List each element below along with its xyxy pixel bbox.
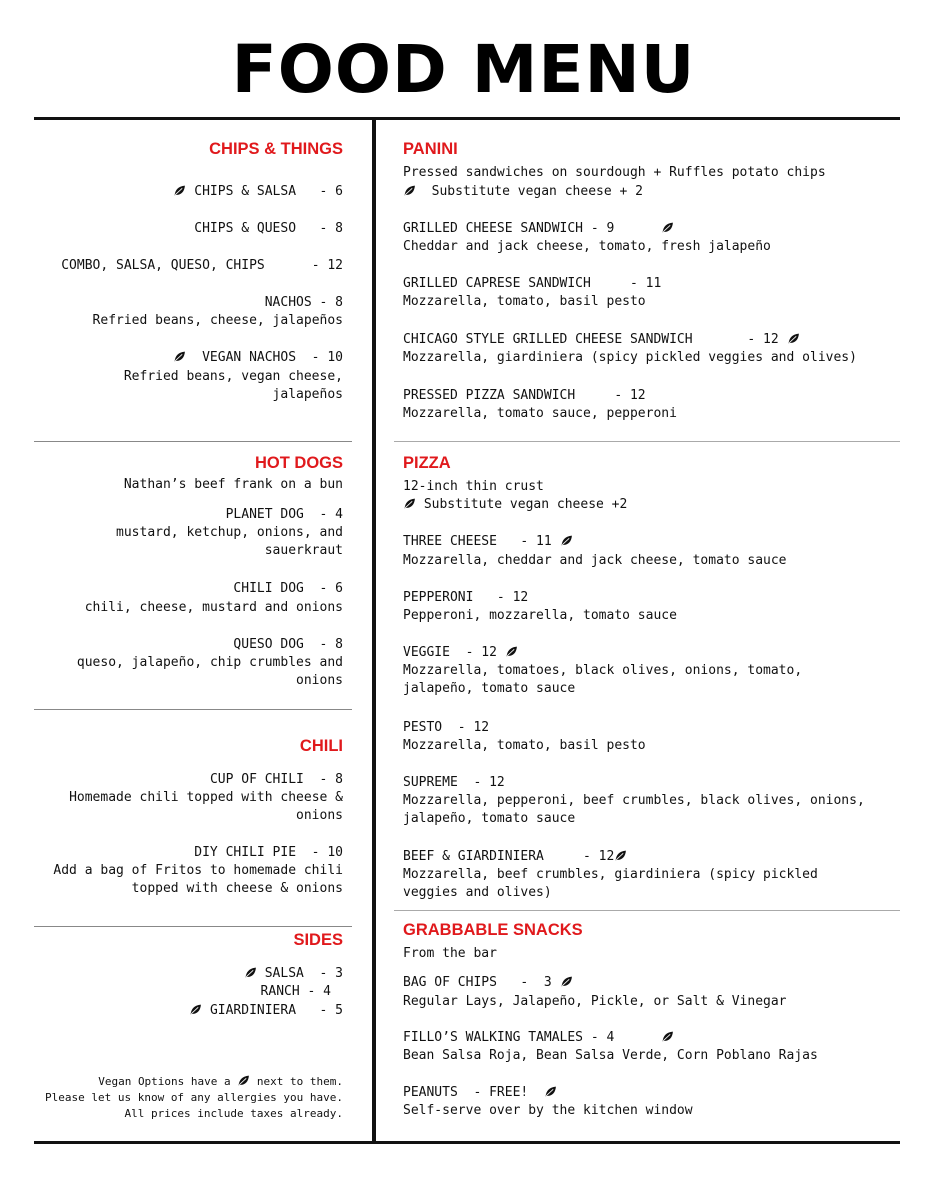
menu-item-combo: COMBO, SALSA, QUESO, CHIPS - 12	[61, 258, 343, 273]
menu-item-desc: Cheddar and jack cheese, tomato, fresh jalapeño	[403, 239, 771, 254]
menu-item-nachos: NACHOS - 8	[264, 295, 343, 310]
leaf-icon	[661, 221, 674, 234]
menu-item-chicago: CHICAGO STYLE GRILLED CHEESE SANDWICH - 12	[403, 331, 800, 350]
menu-item-desc: sauerkraut	[264, 543, 343, 558]
menu-item-tamales: FILLO’S WALKING TAMALES - 4	[403, 1029, 674, 1048]
section-heading-panini: PANINI	[403, 140, 458, 158]
section-heading-sides: SIDES	[293, 931, 343, 949]
menu-item-desc: Self-serve over by the kitchen window	[403, 1103, 693, 1118]
menu-item-desc: Homemade chili topped with cheese &	[69, 790, 343, 805]
menu-item-peanuts: PEANUTS - FREE!	[403, 1084, 557, 1103]
menu-item-desc: mustard, ketchup, onions, and	[116, 525, 343, 540]
top-divider	[34, 117, 900, 120]
section-divider	[394, 441, 900, 442]
menu-item-desc: topped with cheese & onions	[131, 881, 343, 896]
menu-item-desc: Mozzarella, tomato, basil pesto	[403, 294, 646, 309]
section-intro: 12-inch thin crust	[403, 479, 544, 494]
leaf-icon	[544, 1085, 557, 1098]
menu-item-beef-giardiniera: BEEF & GIARDINIERA - 12	[403, 848, 627, 867]
menu-item-pizza-sandwich: PRESSED PIZZA SANDWICH - 12	[403, 388, 646, 403]
leaf-icon	[237, 1074, 250, 1087]
menu-item-chili-pie: DIY CHILI PIE - 10	[194, 845, 343, 860]
section-divider	[34, 709, 352, 710]
menu-item-desc: Mozzarella, cheddar and jack cheese, tomato sauce	[403, 553, 787, 568]
menu-item-caprese: GRILLED CAPRESE SANDWICH - 11	[403, 276, 662, 291]
menu-item-desc: Refried beans, vegan cheese,	[123, 369, 343, 384]
menu-item-grilled-cheese: GRILLED CHEESE SANDWICH - 9	[403, 220, 674, 239]
menu-item-supreme: SUPREME - 12	[403, 775, 505, 790]
menu-item-desc: onions	[296, 808, 343, 823]
section-intro: From the bar	[403, 946, 497, 961]
menu-item-three-cheese: THREE CHEESE - 11	[403, 533, 573, 552]
menu-item-desc: Mozzarella, tomatoes, black olives, onions, tomato,	[403, 663, 803, 678]
menu-item-veggie: VEGGIE - 12	[403, 644, 518, 663]
vegan-substitute-note: Substitute vegan cheese + 2	[403, 183, 643, 202]
section-heading-snacks: GRABBABLE SNACKS	[403, 921, 583, 939]
section-heading-chips: CHIPS & THINGS	[209, 140, 343, 158]
bottom-divider	[34, 1141, 900, 1144]
leaf-icon	[189, 1003, 202, 1016]
menu-item-cup-of-chili: CUP OF CHILI - 8	[209, 772, 343, 787]
menu-item-desc: Regular Lays, Jalapeño, Pickle, or Salt & Vinegar	[403, 994, 787, 1009]
leaf-icon	[173, 350, 186, 363]
leaf-icon	[787, 332, 800, 345]
menu-item-ranch: RANCH - 4	[260, 984, 331, 999]
menu-item-chips-queso: CHIPS & QUESO - 8	[194, 221, 343, 236]
menu-item-queso-dog: QUESO DOG - 8	[233, 637, 343, 652]
leaf-icon	[505, 645, 518, 658]
menu-item-desc: jalapeños	[272, 387, 343, 402]
menu-item-vegan-nachos: VEGAN NACHOS - 10	[173, 349, 343, 368]
leaf-icon	[614, 849, 627, 862]
menu-item-chili-dog: CHILI DOG - 6	[233, 581, 343, 596]
footnote-vegan: Vegan Options have a next to them.	[98, 1075, 343, 1088]
leaf-icon	[173, 184, 186, 197]
menu-item-desc: queso, jalapeño, chip crumbles and	[76, 655, 343, 670]
menu-item-bag-of-chips: BAG OF CHIPS - 3	[403, 974, 573, 993]
section-intro: Pressed sandwiches on sourdough + Ruffles potato chips	[403, 165, 826, 180]
menu-item-desc: jalapeño, tomato sauce	[403, 681, 576, 696]
vegan-substitute-note: Substitute vegan cheese +2	[403, 496, 627, 515]
menu-item-desc: Pepperoni, mozzarella, tomato sauce	[403, 608, 677, 623]
menu-item-desc: jalapeño, tomato sauce	[403, 811, 576, 826]
section-heading-pizza: PIZZA	[403, 454, 451, 472]
menu-item-chips-salsa: CHIPS & SALSA - 6	[173, 183, 343, 202]
section-divider	[34, 926, 352, 927]
menu-item-desc: Refried beans, cheese, jalapeños	[92, 313, 343, 328]
menu-item-desc: onions	[296, 673, 343, 688]
leaf-icon	[403, 184, 416, 197]
footnote-taxes: All prices include taxes already.	[124, 1107, 343, 1120]
section-divider	[394, 910, 900, 911]
leaf-icon	[244, 966, 257, 979]
page-title: FOOD MENU	[231, 31, 696, 108]
column-divider	[372, 117, 376, 1143]
menu-item-desc: Mozzarella, beef crumbles, giardiniera (spicy pickled	[403, 867, 818, 882]
section-heading-hot-dogs: HOT DOGS	[254, 454, 343, 472]
menu-item-desc: Mozzarella, giardiniera (spicy pickled veggies and olives)	[403, 350, 857, 365]
menu-item-desc: Mozzarella, pepperoni, beef crumbles, black olives, onions,	[403, 793, 865, 808]
menu-item-giardiniera: GIARDINIERA - 5	[189, 1002, 343, 1021]
footnote-allergies: Please let us know of any allergies you have.	[44, 1091, 343, 1104]
section-intro: Nathan’s beef frank on a bun	[123, 477, 343, 492]
section-heading-chili: CHILI	[299, 737, 343, 755]
leaf-icon	[560, 534, 573, 547]
section-divider	[34, 441, 352, 442]
menu-item-desc: Bean Salsa Roja, Bean Salsa Verde, Corn Poblano Rajas	[403, 1048, 818, 1063]
menu-item-desc: Mozzarella, tomato, basil pesto	[403, 738, 646, 753]
menu-item-pepperoni: PEPPERONI - 12	[403, 590, 529, 605]
leaf-icon	[560, 975, 573, 988]
menu-item-desc: veggies and olives)	[403, 885, 552, 900]
menu-item-planet-dog: PLANET DOG - 4	[225, 507, 343, 522]
menu-item-pesto: PESTO - 12	[403, 720, 490, 735]
menu-item-desc: Mozzarella, tomato sauce, pepperoni	[403, 406, 677, 421]
menu-item-desc: Add a bag of Fritos to homemade chili	[53, 863, 343, 878]
leaf-icon	[403, 497, 416, 510]
menu-item-desc: chili, cheese, mustard and onions	[84, 600, 343, 615]
leaf-icon	[661, 1030, 674, 1043]
menu-item-salsa: SALSA - 3	[244, 965, 343, 984]
